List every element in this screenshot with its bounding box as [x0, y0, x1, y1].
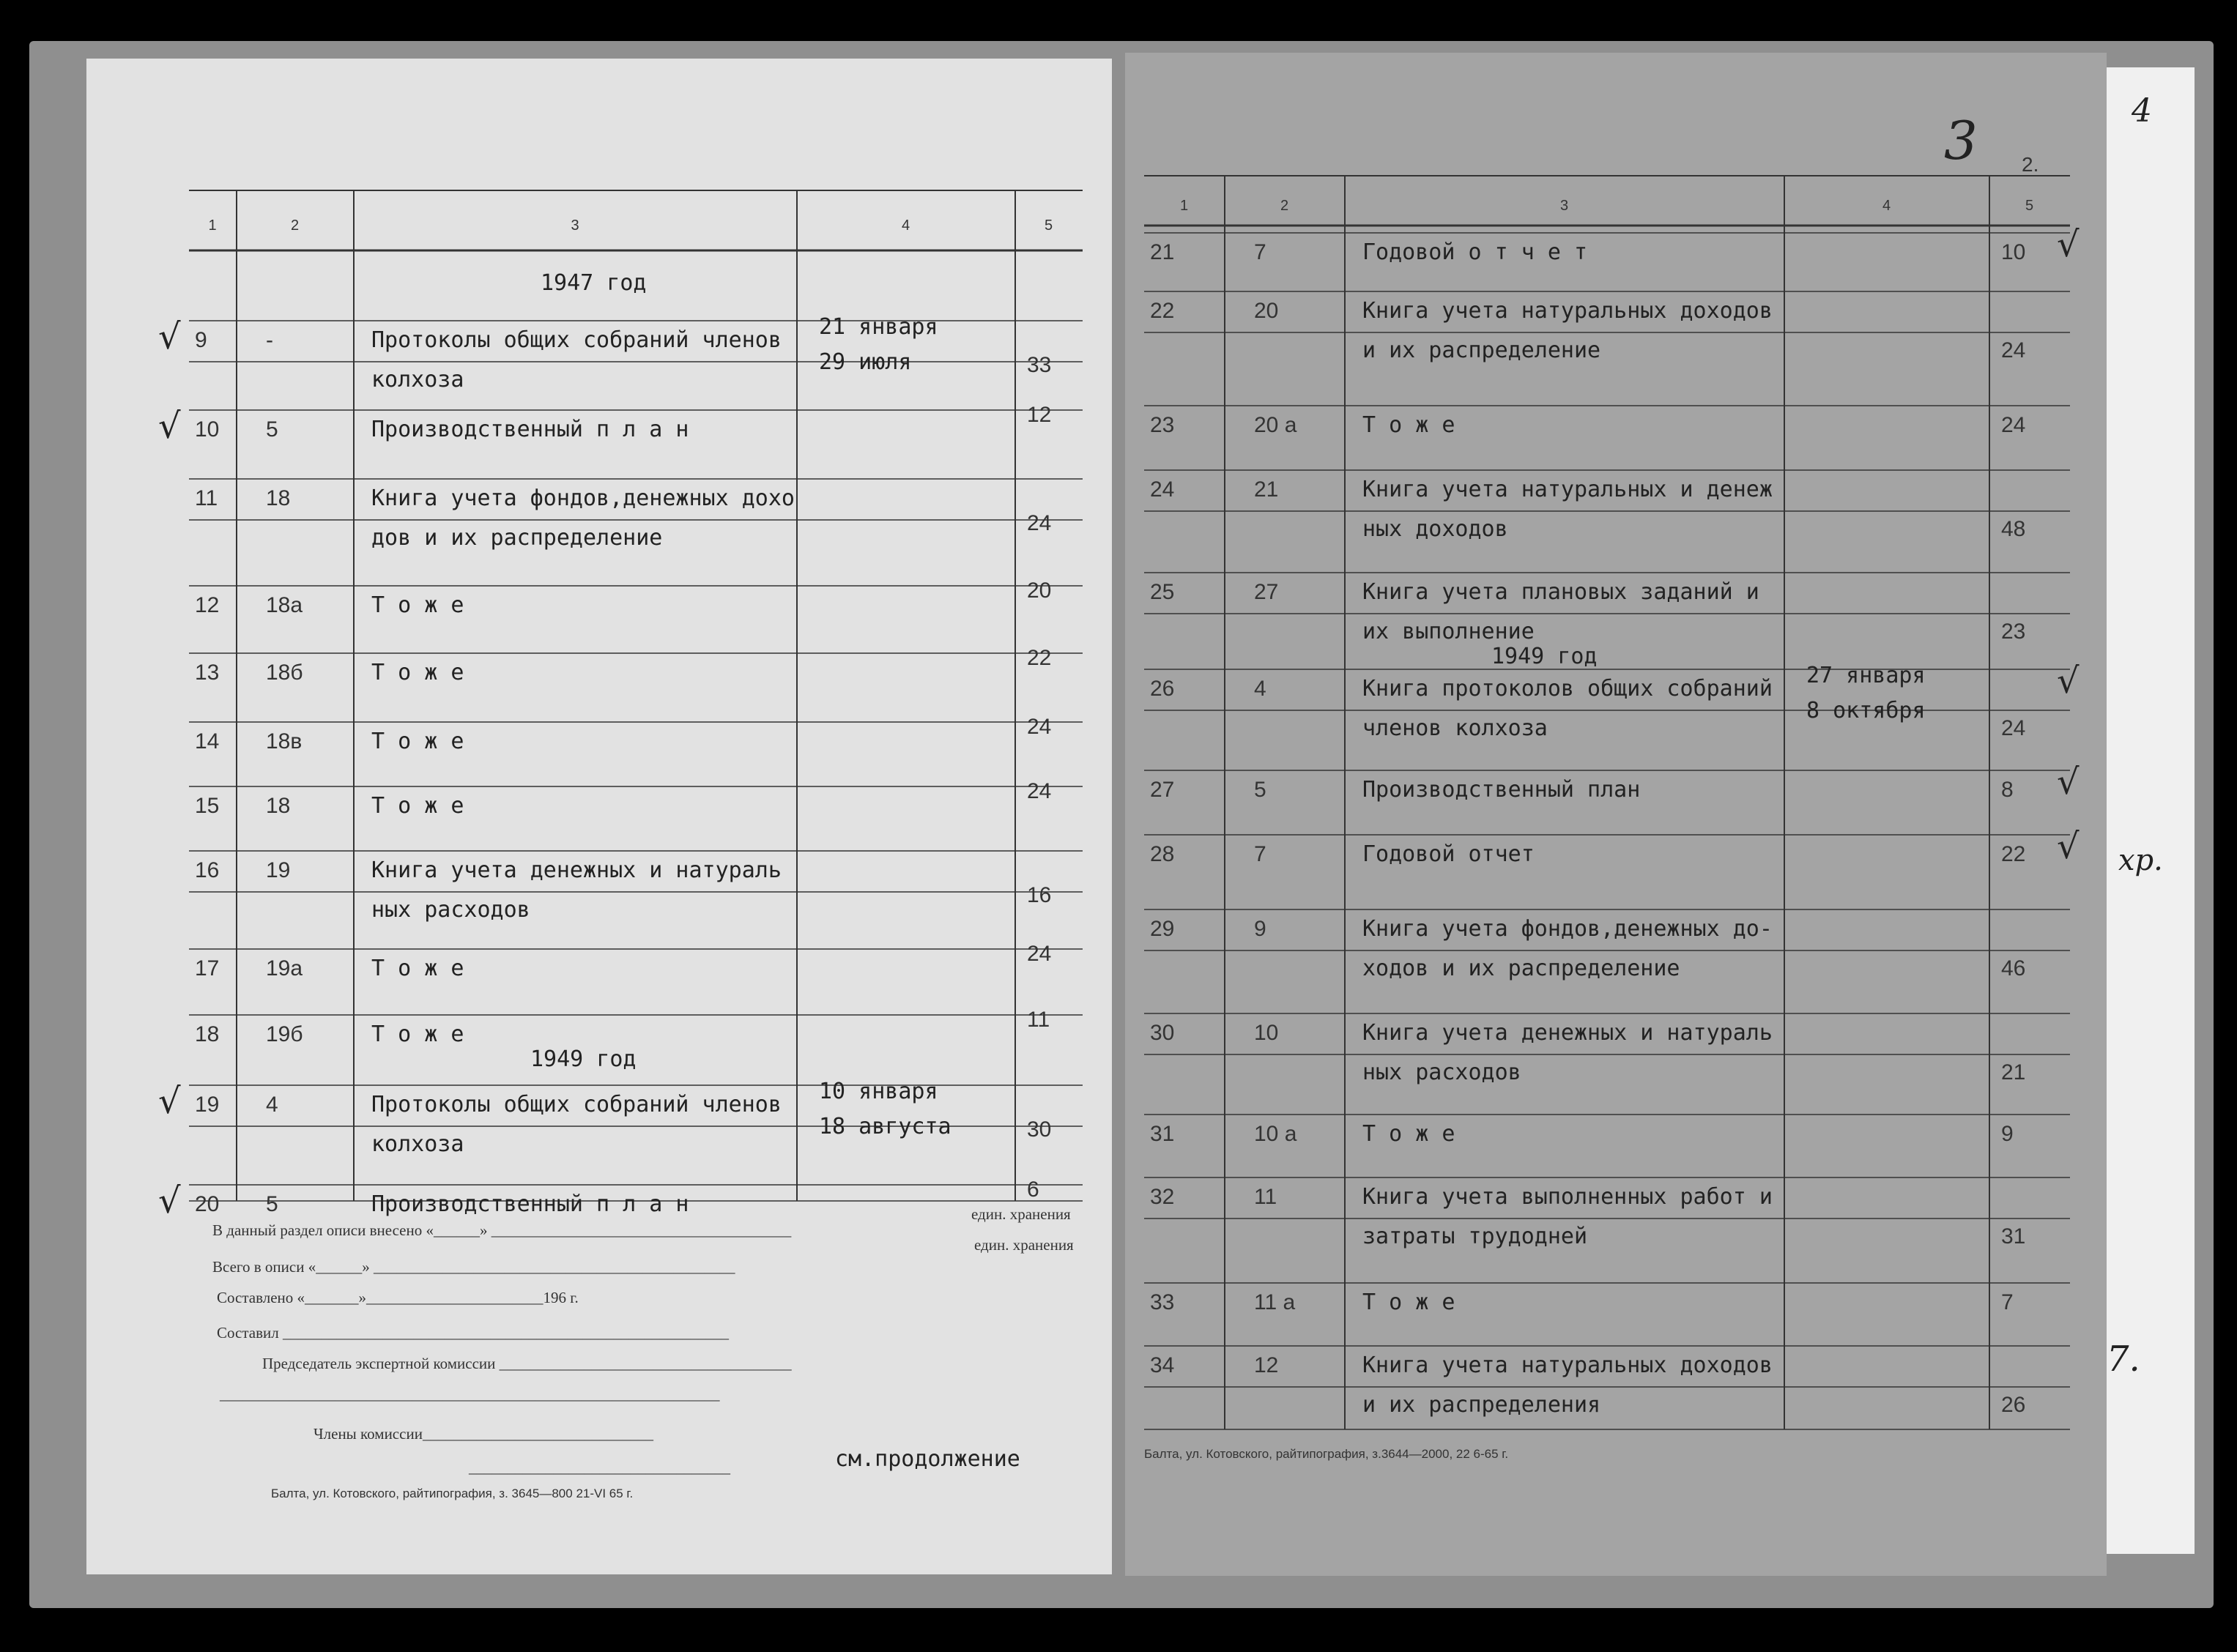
- row-case-number: 19: [266, 858, 291, 882]
- row-case-number: 9: [1254, 917, 1266, 941]
- column-header-4: 4: [902, 217, 910, 234]
- row-case-number: 12: [1254, 1353, 1279, 1377]
- year-heading-1949: 1949 год: [1491, 644, 1598, 669]
- row-pages: 11: [1027, 1008, 1050, 1032]
- row-pages: 12: [1027, 403, 1052, 427]
- row-pages: 26: [2001, 1393, 2026, 1417]
- column-header-1: 1: [208, 217, 217, 234]
- row-title-line: Т о ж е: [371, 592, 464, 618]
- row-number: 10: [195, 417, 220, 442]
- form-line-members: Члены комиссии______________________________: [314, 1425, 653, 1443]
- row-number: 20: [195, 1192, 220, 1216]
- row-case-number: 19б: [266, 1022, 303, 1046]
- row-title-line: Т о ж е: [1362, 412, 1455, 438]
- row-pages: 24: [1027, 511, 1052, 535]
- row-pages: 24: [2001, 716, 2026, 740]
- row-title-line: Производственный п л а н: [371, 1191, 689, 1217]
- row-case-number: 11 а: [1254, 1290, 1296, 1314]
- column-header-2: 2: [1280, 198, 1289, 214]
- column-header-3: 3: [571, 217, 579, 234]
- form-line-members-2: __________________________________: [469, 1459, 730, 1476]
- left-page: [86, 59, 1112, 1574]
- right-imprint: Балта, ул. Котовского, райтипография, з.3644—2000, 22 6-65 г.: [1144, 1447, 1509, 1461]
- row-title-line: Протоколы общих собраний членов: [371, 1092, 782, 1117]
- row-case-number: 4: [1254, 677, 1266, 701]
- row-case-number: 18б: [266, 661, 303, 685]
- row-pages: 24: [1027, 715, 1052, 739]
- row-number: 33: [1150, 1290, 1175, 1314]
- row-number: 30: [1150, 1021, 1175, 1045]
- row-title-line: Т о ж е: [1362, 1121, 1455, 1147]
- check-mark: √: [158, 316, 181, 357]
- row-number: 24: [1150, 477, 1175, 502]
- row-number: 12: [195, 593, 220, 617]
- row-title-line: Книга учета денежных и натураль: [371, 857, 782, 883]
- form-line-compiler: Составил __________________________________________________________: [217, 1324, 729, 1342]
- row-case-number: 18: [266, 486, 291, 510]
- row-title-line: Книга учета натуральных и денеж: [1362, 477, 1773, 502]
- form-line-total: Всего в описи «______» _______________________________________________: [212, 1258, 735, 1276]
- year-heading-1947: 1947 год: [541, 270, 647, 296]
- row-title-line: и их распределения: [1362, 1392, 1601, 1418]
- row-number: 14: [195, 729, 220, 754]
- row-case-number: 21: [1254, 477, 1279, 502]
- check-mark: √: [2057, 762, 2080, 803]
- row-pages: 24: [2001, 413, 2026, 437]
- row-number: 25: [1150, 580, 1175, 604]
- margin-note-bottom: 7.: [2107, 1339, 2140, 1380]
- row-number: 9: [195, 328, 207, 352]
- row-date-line: 29 июля: [819, 349, 912, 375]
- margin-note-middle: хр.: [2118, 844, 2163, 877]
- row-title-line: ходов и их распределение: [1362, 956, 1680, 981]
- row-number: 17: [195, 956, 220, 981]
- left-imprint: Балта, ул. Котовского, райтипография, з. 3645—800 21-VI 65 г.: [271, 1487, 634, 1500]
- row-pages: 22: [1027, 646, 1052, 670]
- row-title-line: колхоза: [371, 1131, 464, 1157]
- row-title-line: Протоколы общих собраний членов: [371, 327, 782, 353]
- column-header-3: 3: [1560, 198, 1569, 214]
- row-title-line: Книга учета натуральных доходов: [1362, 1353, 1773, 1378]
- row-title-line: затраты трудодней: [1362, 1224, 1588, 1249]
- row-number: 28: [1150, 842, 1175, 866]
- row-date-line: 21 января: [819, 314, 938, 340]
- row-title-line: Книга учета фондов,денежных дохо: [371, 485, 795, 511]
- row-title-line: Книга учета фондов,денежных до-: [1362, 916, 1773, 942]
- row-case-number: 27: [1254, 580, 1279, 604]
- row-title-line: Т о ж е: [371, 660, 464, 685]
- row-number: 15: [195, 794, 220, 818]
- column-header-5: 5: [1045, 217, 1053, 234]
- row-title-line: ных расходов: [371, 897, 530, 923]
- row-number: 19: [195, 1093, 220, 1117]
- row-number: 26: [1150, 677, 1175, 701]
- row-pages: 23: [2001, 620, 2026, 644]
- row-case-number: 19а: [266, 956, 303, 981]
- row-number: 22: [1150, 299, 1175, 323]
- row-case-number: 11: [1254, 1185, 1277, 1209]
- row-title-line: их выполнение: [1362, 619, 1535, 644]
- row-pages: 22: [2001, 842, 2026, 866]
- row-pages: 31: [2001, 1224, 2026, 1249]
- row-title-line: Книга учета плановых заданий и: [1362, 579, 1759, 605]
- column-header-4: 4: [1882, 198, 1891, 214]
- row-case-number: 7: [1254, 240, 1266, 264]
- column-header-2: 2: [291, 217, 300, 234]
- row-case-number: 5: [266, 417, 278, 442]
- form-line-chairman: Председатель экспертной комиссии ______________________________________: [262, 1355, 792, 1372]
- right-page: [1125, 53, 2107, 1576]
- row-date-line: 18 августа: [819, 1114, 951, 1139]
- row-pages: 30: [1027, 1117, 1052, 1142]
- row-number: 31: [1150, 1122, 1175, 1146]
- row-title-line: Книга учета натуральных доходов: [1362, 298, 1773, 324]
- row-pages: 10: [2001, 240, 2026, 264]
- row-case-number: 7: [1254, 842, 1266, 866]
- row-title-line: и их распределение: [1362, 338, 1601, 363]
- row-number: 16: [195, 858, 220, 882]
- row-pages: 6: [1027, 1177, 1039, 1202]
- check-mark: √: [2057, 826, 2080, 867]
- row-pages: 24: [1027, 942, 1052, 966]
- row-case-number: 18а: [266, 593, 303, 617]
- row-title-line: Т о ж е: [371, 956, 464, 981]
- row-pages: 24: [2001, 338, 2026, 362]
- row-case-number: 20: [1254, 299, 1279, 323]
- row-pages: 9: [2001, 1122, 2014, 1146]
- row-title-line: Производственный план: [1362, 777, 1641, 803]
- row-date-line: 10 января: [819, 1079, 938, 1104]
- row-number: 32: [1150, 1185, 1175, 1209]
- row-title-line: ных доходов: [1362, 516, 1508, 542]
- row-number: 18: [195, 1022, 220, 1046]
- year-heading-1949: 1949 год: [530, 1046, 637, 1072]
- row-case-number: 10: [1254, 1021, 1279, 1045]
- handwritten-page-number: 3: [1944, 110, 1978, 171]
- row-pages: 48: [2001, 517, 2026, 541]
- check-mark: √: [158, 1180, 181, 1221]
- row-title-line: дов и их распределение: [371, 525, 663, 551]
- margin-note-top: 4: [2132, 92, 2152, 130]
- row-title-line: Книга протоколов общих собраний: [1362, 676, 1773, 702]
- row-number: 21: [1150, 240, 1175, 264]
- column-header-1: 1: [1180, 198, 1189, 214]
- row-pages: 24: [1027, 779, 1052, 803]
- row-number: 27: [1150, 778, 1175, 802]
- row-title-line: Т о ж е: [371, 793, 464, 819]
- row-case-number: 5: [1254, 778, 1266, 802]
- row-pages: 20: [1027, 578, 1052, 603]
- row-title-line: Годовой отчет: [1362, 841, 1535, 867]
- row-case-number: 4: [266, 1093, 278, 1117]
- row-number: 11: [195, 486, 218, 510]
- row-pages: 16: [1027, 883, 1052, 907]
- row-number: 29: [1150, 917, 1175, 941]
- row-pages: 7: [2001, 1290, 2014, 1314]
- printed-page-number: 2.: [2022, 153, 2039, 176]
- check-mark: √: [2057, 224, 2080, 265]
- form-line-compiled: Составлено «_______»_______________________196 г.: [217, 1289, 579, 1306]
- row-number: 34: [1150, 1353, 1175, 1377]
- row-pages: 46: [2001, 956, 2026, 981]
- row-pages: 21: [2001, 1060, 2026, 1084]
- form-line-blank: _________________________________________________________________: [220, 1385, 720, 1403]
- row-number: 13: [195, 661, 220, 685]
- row-title-line: Книга учета денежных и натураль: [1362, 1020, 1773, 1046]
- row-case-number: 10 а: [1254, 1122, 1297, 1146]
- row-case-number: 18в: [266, 729, 303, 754]
- row-case-number: 20 а: [1254, 413, 1297, 437]
- row-pages: 33: [1027, 353, 1052, 377]
- row-case-number: 5: [266, 1192, 278, 1216]
- row-date-line: 27 января: [1806, 663, 1926, 688]
- row-title-line: Т о ж е: [371, 1022, 464, 1047]
- column-header-5: 5: [2025, 198, 2034, 214]
- form-units-label-2: един. хранения: [974, 1236, 1074, 1254]
- row-title-line: членов колхоза: [1362, 715, 1548, 741]
- row-case-number: 18: [266, 794, 291, 818]
- row-title-line: ных расходов: [1362, 1060, 1521, 1085]
- row-title-line: колхоза: [371, 367, 464, 392]
- row-title-line: Т о ж е: [371, 729, 464, 754]
- check-mark: √: [158, 406, 181, 447]
- row-pages: 8: [2001, 778, 2014, 802]
- row-title-line: Годовой о т ч е т: [1362, 239, 1588, 265]
- form-units-label-1: един. хранения: [971, 1205, 1071, 1223]
- check-mark: √: [158, 1081, 181, 1122]
- check-mark: √: [2057, 661, 2080, 702]
- row-title-line: Т о ж е: [1362, 1290, 1455, 1315]
- margin-strip: [2107, 67, 2195, 1554]
- continued-note: см.продолжение: [835, 1446, 1020, 1472]
- row-title-line: Производственный п л а н: [371, 417, 689, 442]
- row-case-number: -: [266, 328, 273, 352]
- row-number: 23: [1150, 413, 1175, 437]
- row-title-line: Книга учета выполненных работ и: [1362, 1184, 1773, 1210]
- row-date-line: 8 октября: [1806, 698, 1926, 723]
- form-line-entered: В данный раздел описи внесено «______» _______________________________________: [212, 1221, 792, 1239]
- right-table-grid: [1125, 53, 2107, 1576]
